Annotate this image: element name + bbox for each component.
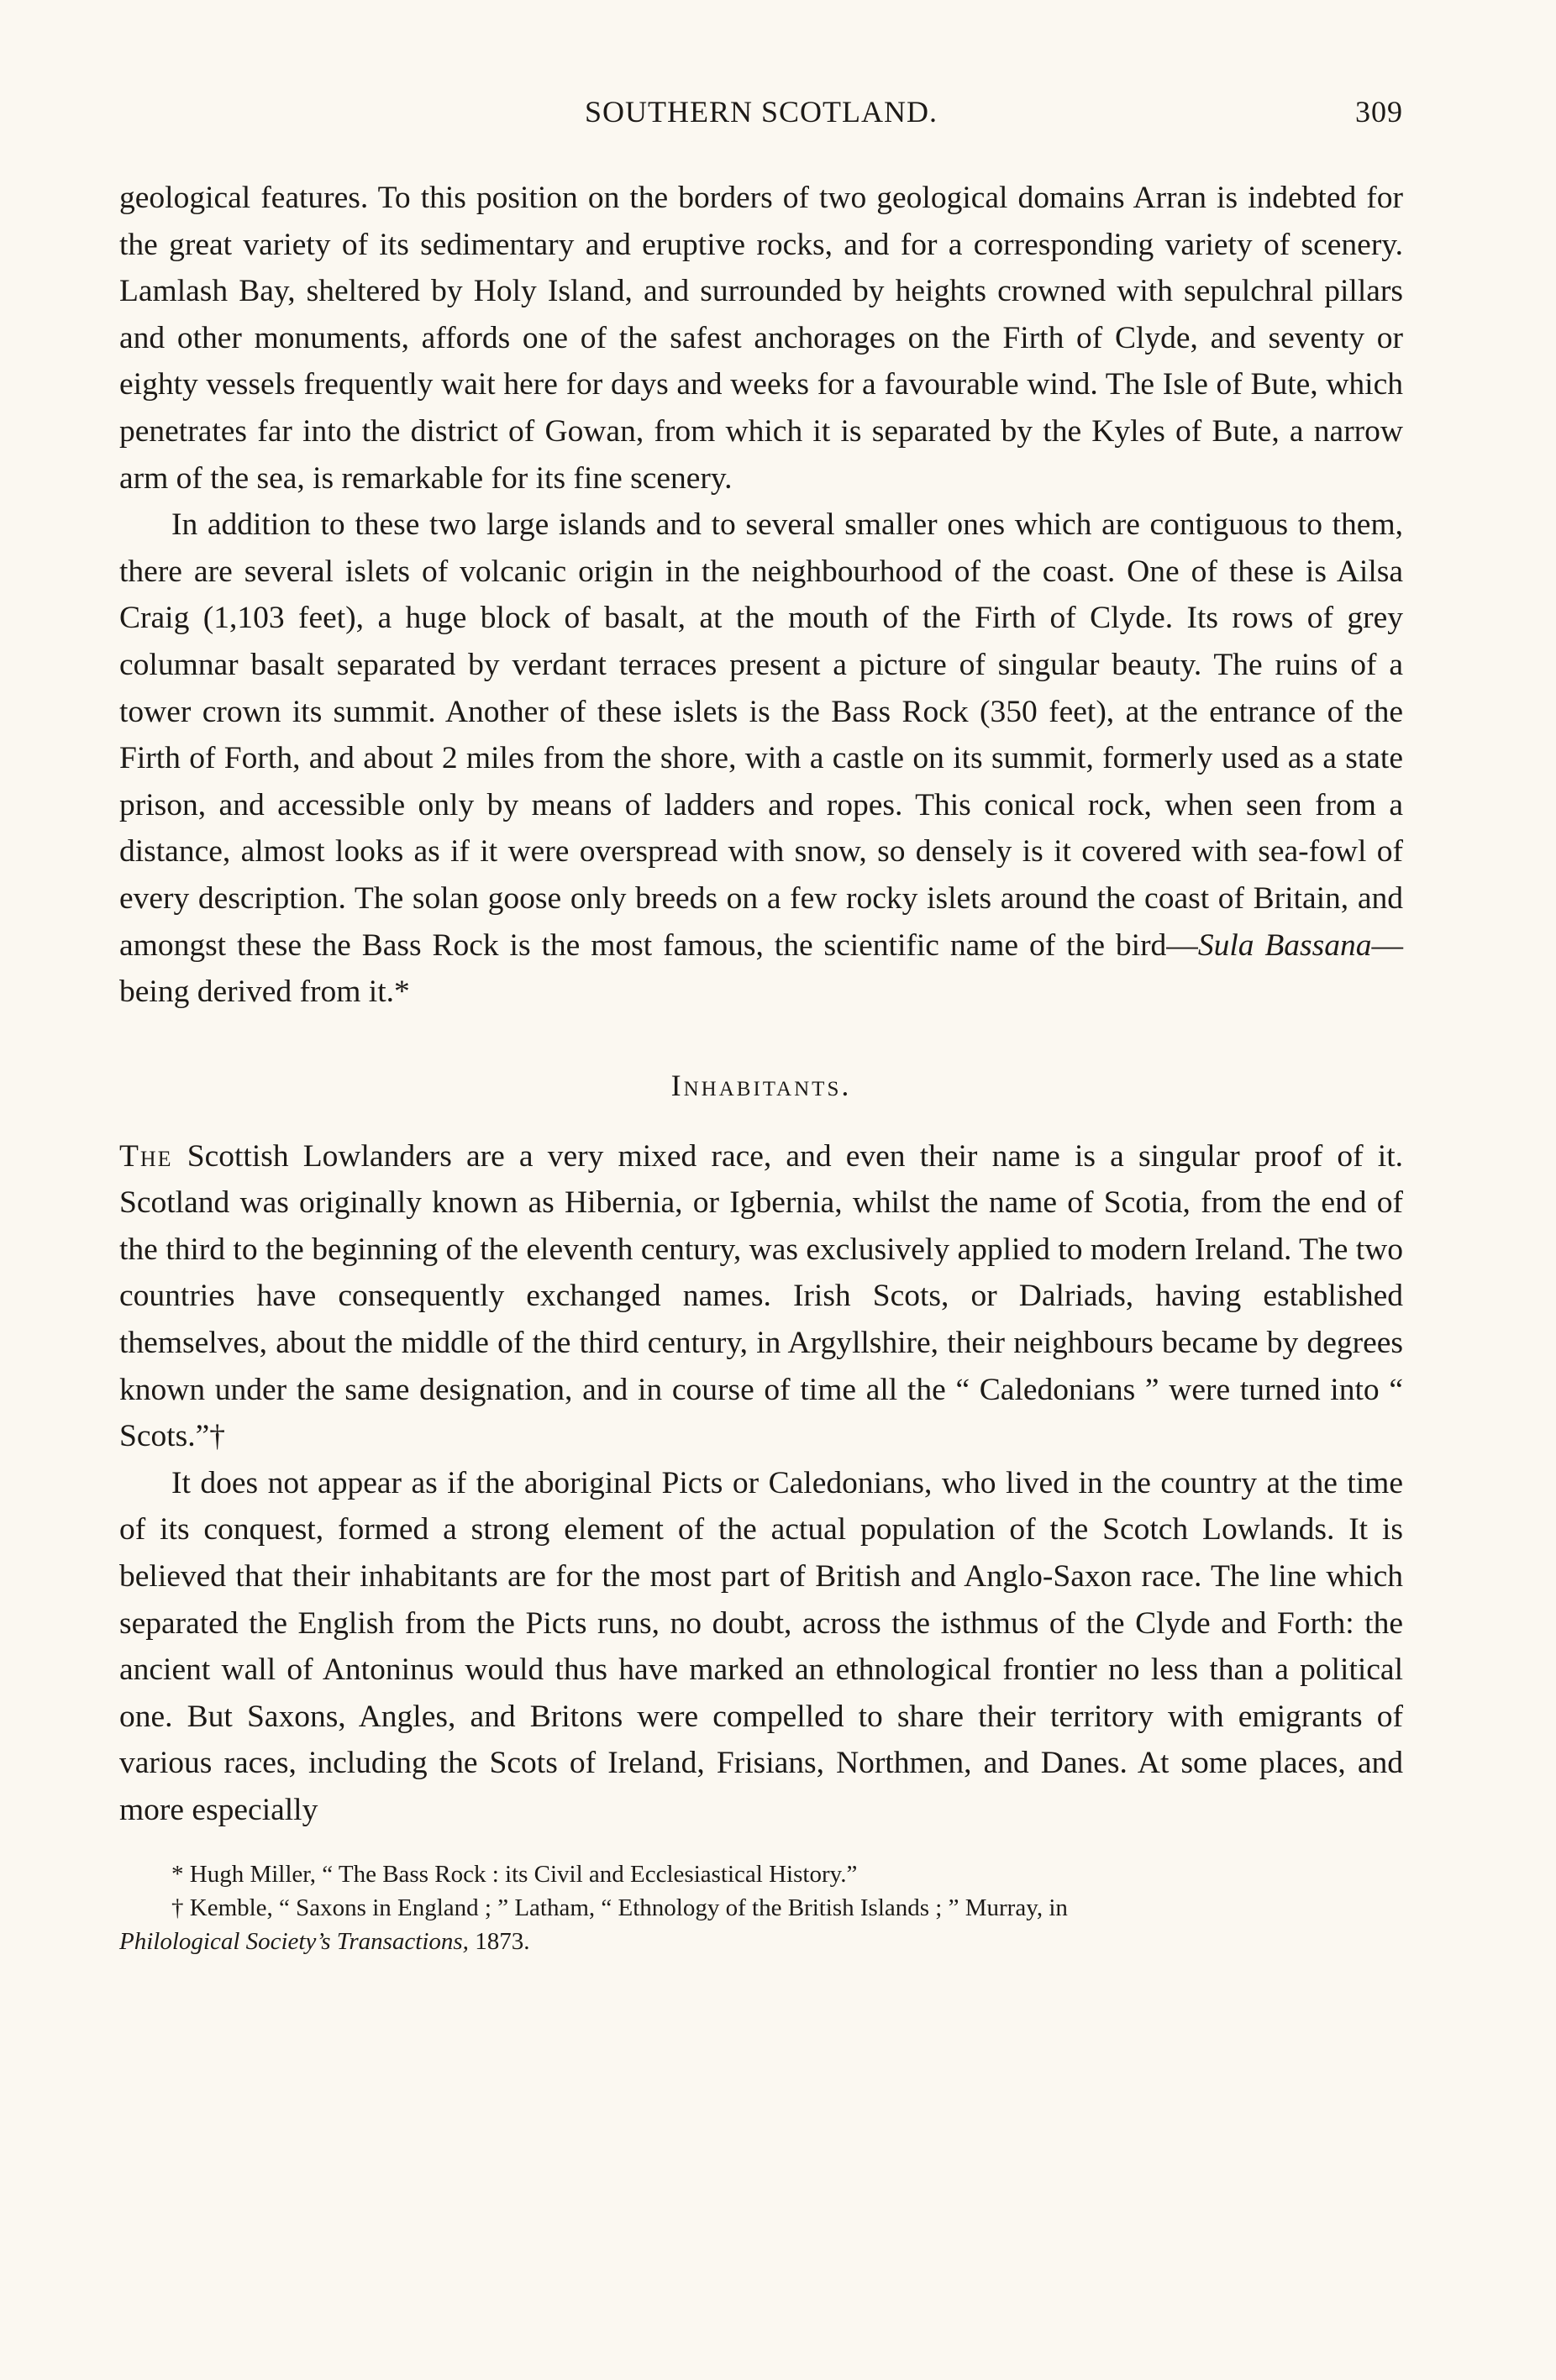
paragraph-islets-text: In addition to these two large islands and to several smaller ones which are contiguous to them, there are several islets of volcanic origin in the neighbourhood of the coast. One of these is Ailsa Craig (1,103 feet), a huge block of basalt, at the mouth of the Firth of Clyde. Its rows of grey columnar basalt separated by verdant terraces present a picture of singular beauty. The ruins of a tower crown its summit. Another of these islets is the Bass Rock (350 feet), at the entrance of the Firth of Forth, and about 2 miles from the shore, with a castle on its summit, formerly used as a state prison, and accessible only by means of ladders and ropes. This conical rock, when seen from a distance, almost looks as if it were overspread with snow, so densely is it covered with sea-fowl of every description. The solan goose only breeds on a few rocky islets around the coast of Britain, and amongst these the Bass Rock is the most famous, the scientific name of the bird— bbox=[119, 507, 1403, 963]
paragraph-arran-bute: geological features. To this position on the borders of two geological domains Arran is indebted for the great variety of its sedimentary and eruptive rocks, and for a corresponding variety of scenery. Lamlash Bay, sheltered by Holy Island, and surrounded by heights crowned with sepulchral pillars and other monuments, affords one of the safest anchorages on the Firth of Clyde, and seventy or eighty vessels frequently wait here for days and weeks for a favourable wind. The Isle of Bute, which penetrates far into the district of Gowan, from which it is separated by the Kyles of Bute, a narrow arm of the sea, is remarkable for its fine scenery. bbox=[119, 181, 1403, 496]
paragraph-picts: It does not appear as if the aboriginal Picts or Caledonians, who lived in the country at the time of its conquest, formed a strong element of the actual population of the Scotch Lowlands. It is believed that their inhabitants are for the most part of British and Anglo-Saxon race. The line which separated the English from the Picts runs, no doubt, across the isthmus of the Clyde and Forth: the ancient wall of Antoninus would thus have marked an ethnological frontier no less than a political one. But Saxons, Angles, and Britons were compelled to share their territory with emigrants of various races, including the Scots of Ireland, Frisians, Northmen, and Danes. At some places, and more especially bbox=[119, 1465, 1403, 1827]
footnote-2-journal: Philological Society’s Transactions, bbox=[119, 1927, 469, 1955]
paragraph-islets-end: —being derived from it.* bbox=[119, 927, 1403, 1010]
footnote-2-continued bbox=[119, 1925, 1403, 1958]
footnote-2-year: 1873. bbox=[468, 1927, 530, 1955]
lead-word: The bbox=[119, 1138, 173, 1174]
footnotes bbox=[119, 1857, 1403, 1958]
page-number: 309 bbox=[1355, 95, 1403, 129]
paragraph-islets bbox=[119, 502, 1403, 1016]
footnote-2: † Kemble, “ Saxons in England ; ” Latham, “ Ethnology of the British Islands ; ” Murray, in bbox=[171, 1894, 1068, 1921]
body-text bbox=[119, 175, 1403, 1834]
running-head bbox=[119, 94, 1403, 144]
paragraph-lowlanders-text: Scottish Lowlanders are a very mixed race, and even their name is a singular proof of it. Scotland was originally known as Hibernia, or Igbernia, whilst the name of Scotia, from the end of the third to the beginning of the eleventh century, was exclusively applied to modern Ireland. The two countries have consequently exchanged names. Irish Scots, or Dalriads, having established themselves, about the middle of the third century, in Argyllshire, their neighbours became by degrees known under the same designation, and in course of time all the “ Caledonians ” were turned into “ Scots.”† bbox=[119, 1138, 1403, 1454]
document-page bbox=[119, 94, 1403, 1958]
species-name: Sula Bassana bbox=[1197, 927, 1372, 963]
running-title: SOUTHERN SCOTLAND. bbox=[584, 95, 938, 129]
paragraph-lowlanders bbox=[119, 1133, 1403, 1460]
footnote-1: * Hugh Miller, “ The Bass Rock : its Civil and Ecclesiastical History.” bbox=[171, 1860, 858, 1888]
section-heading-inhabitants: Inhabitants. bbox=[670, 1068, 852, 1102]
